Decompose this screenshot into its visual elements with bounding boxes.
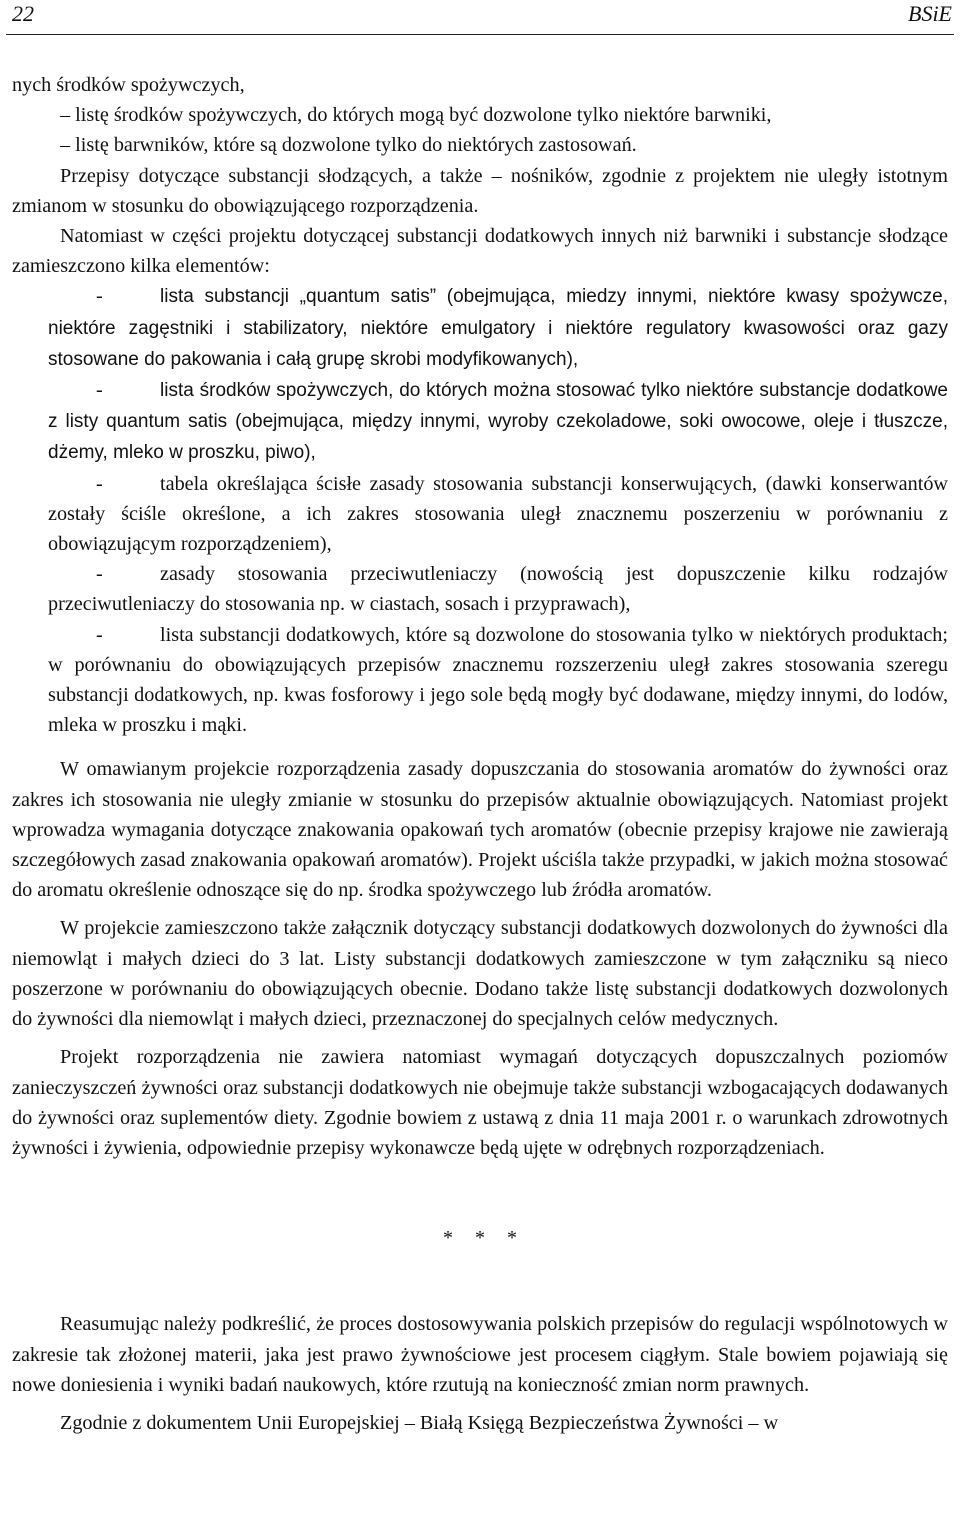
dash-item-2: – listę barwników, które są dozwolone tylko do niektórych zastosowań. [60,134,637,157]
page-body [12,70,948,1438]
paragraph-white-paper: Zgodnie z dokumentem Unii Europejskiej – Białą Księgą Bezpieczeństwa Żywności – w [60,1411,779,1434]
journal-brand: BSiE [908,1,952,26]
paragraph-continuation: nych środków spożywczych, [12,74,245,96]
page-header [6,0,954,35]
paragraph-summary: Reasumując należy podkreślić, że proces dostosowywania polskich przepisów do regulacji wspólnotowych w zakresie tak złożonej materii, jaka jest prawo żywnościowe jest procesem ciągłym. Stale bowiem pojawiają się nowe doniesienia i wyniki badań naukowych, które rzutują na konieczność zmian norm prawnych. [12,1313,948,1396]
paragraph-sweeteners: Przepisy dotyczące substancji słodzących, a także – nośników, zgodnie z projektem nie uległy istotnym zmianom w stosunku do obowiązującego rozporządzenia. [12,164,948,217]
list-marker: - [96,379,103,402]
paragraph-aromas: W omawianym projekcie rozporządzenia zasady dopuszczania do stosowania aromatów do żywności oraz zakres ich stosowania nie uległy zmianie w stosunku do przepisów aktualnie obowiązujących. Natomiast projekt wprowadza wymagania dotyczące znakowania opakowań tych aromatów (obecnie przepisy krajowe nie zawierają szczegółowych zasad znakowania opakowań aromatów). Projekt uściśla także przypadki, w jakich można stosować do aromatu określenie odnoszące się do np. środka spożywczego lub źródła aromatów. [12,758,948,902]
dash-item-1: – listę środków spożywczych, do których mogą być dozwolone tylko niektóre barwniki, [60,104,772,127]
list-marker: - [96,472,103,495]
list-marker: - [96,623,103,646]
section-separator [12,1223,948,1253]
list-item-text: lista substancji dodatkowych, które są dozwolone do stosowania tylko w niektórych produktach; w porównaniu do obowiązujących przepisów znacznemu rozszerzeniu uległ zakres stosowania szeregu substancji dodatkowych, np. kwas fosforowy i jego sole będą mogły być dodawane, między innymi, do lodów, mleka w proszku i mąki. [48,623,948,737]
list-item [48,559,948,619]
list-marker: - [96,563,103,586]
list-item-text: zasady stosowania przeciwutleniaczy (nowością jest dopuszczenie kilku rodzajów przeciwutleniaczy do stosowania np. w ciastach, sosach i przyprawach), [48,563,948,616]
additives-list [48,281,948,740]
separator-star: * [507,1227,517,1250]
list-item [48,281,948,375]
list-item-text: tabela określająca ścisłe zasady stosowania substancji konserwujących, (dawki konserwantów zostały ściśle określone, a ich zakres stosowania uległ znacznemu poszerzeniu w porównaniu z obowiązującym rozporządzeniem), [48,472,948,556]
paragraph-other-additives: Natomiast w części projektu dotyczącej substancji dodatkowych innych niż barwniki i substancje słodzące zamieszczono kilka elementów: [12,225,948,278]
list-item-text: lista substancji „quantum satis” (obejmująca, miedzy innymi, niektóre kwasy spożywcze, niektóre zagęstniki i stabilizatory, niektóre emulgatory i niektóre regulatory kwasowości oraz gazy stosowane do pakowania i całą grupę skrobi modyfikowanych), [48,286,948,370]
paragraph-infant-annex: W projekcie zamieszczono także załącznik dotyczący substancji dodatkowych dozwolonych do żywności dla niemowląt i małych dzieci do 3 lat. Listy substancji dodatkowych zamieszczone w tym załączniku są nieco poszerzone w porównaniu do obowiązujących obecnie. Dodano także listę substancji dodatkowych dozwolonych do żywności dla niemowląt i małych dzieci, przeznaczonej do specjalnych celów medycznych. [12,917,948,1031]
list-item [48,620,948,741]
list-item [48,375,948,469]
paragraph-contaminants: Projekt rozporządzenia nie zawiera natomiast wymagań dotyczących dopuszczalnych poziomów zanieczyszczeń żywności oraz substancji dodatkowych nie obejmuje także substancji wzbogacających dodawanych do żywności oraz suplementów diety. Zgodnie bowiem z ustawą z dnia 11 maja 2001 r. o warunkach zdrowotnych żywności i żywienia, odpowiednie przepisy wykonawcze będą ujęte w odrębnych rozporządzeniach. [12,1046,948,1159]
list-item [48,469,948,560]
list-item-text: lista środków spożywczych, do których można stosować tylko niektóre substancje dodatkowe z listy quantum satis (obejmująca, między innymi, wyroby czekoladowe, soki owocowe, oleje i tłuszcze, dżemy, mleko w proszku, piwo), [48,380,948,464]
page-number: 22 [12,1,34,26]
separator-star: * [475,1227,485,1250]
list-marker: - [96,285,103,308]
separator-star: * [443,1227,453,1250]
